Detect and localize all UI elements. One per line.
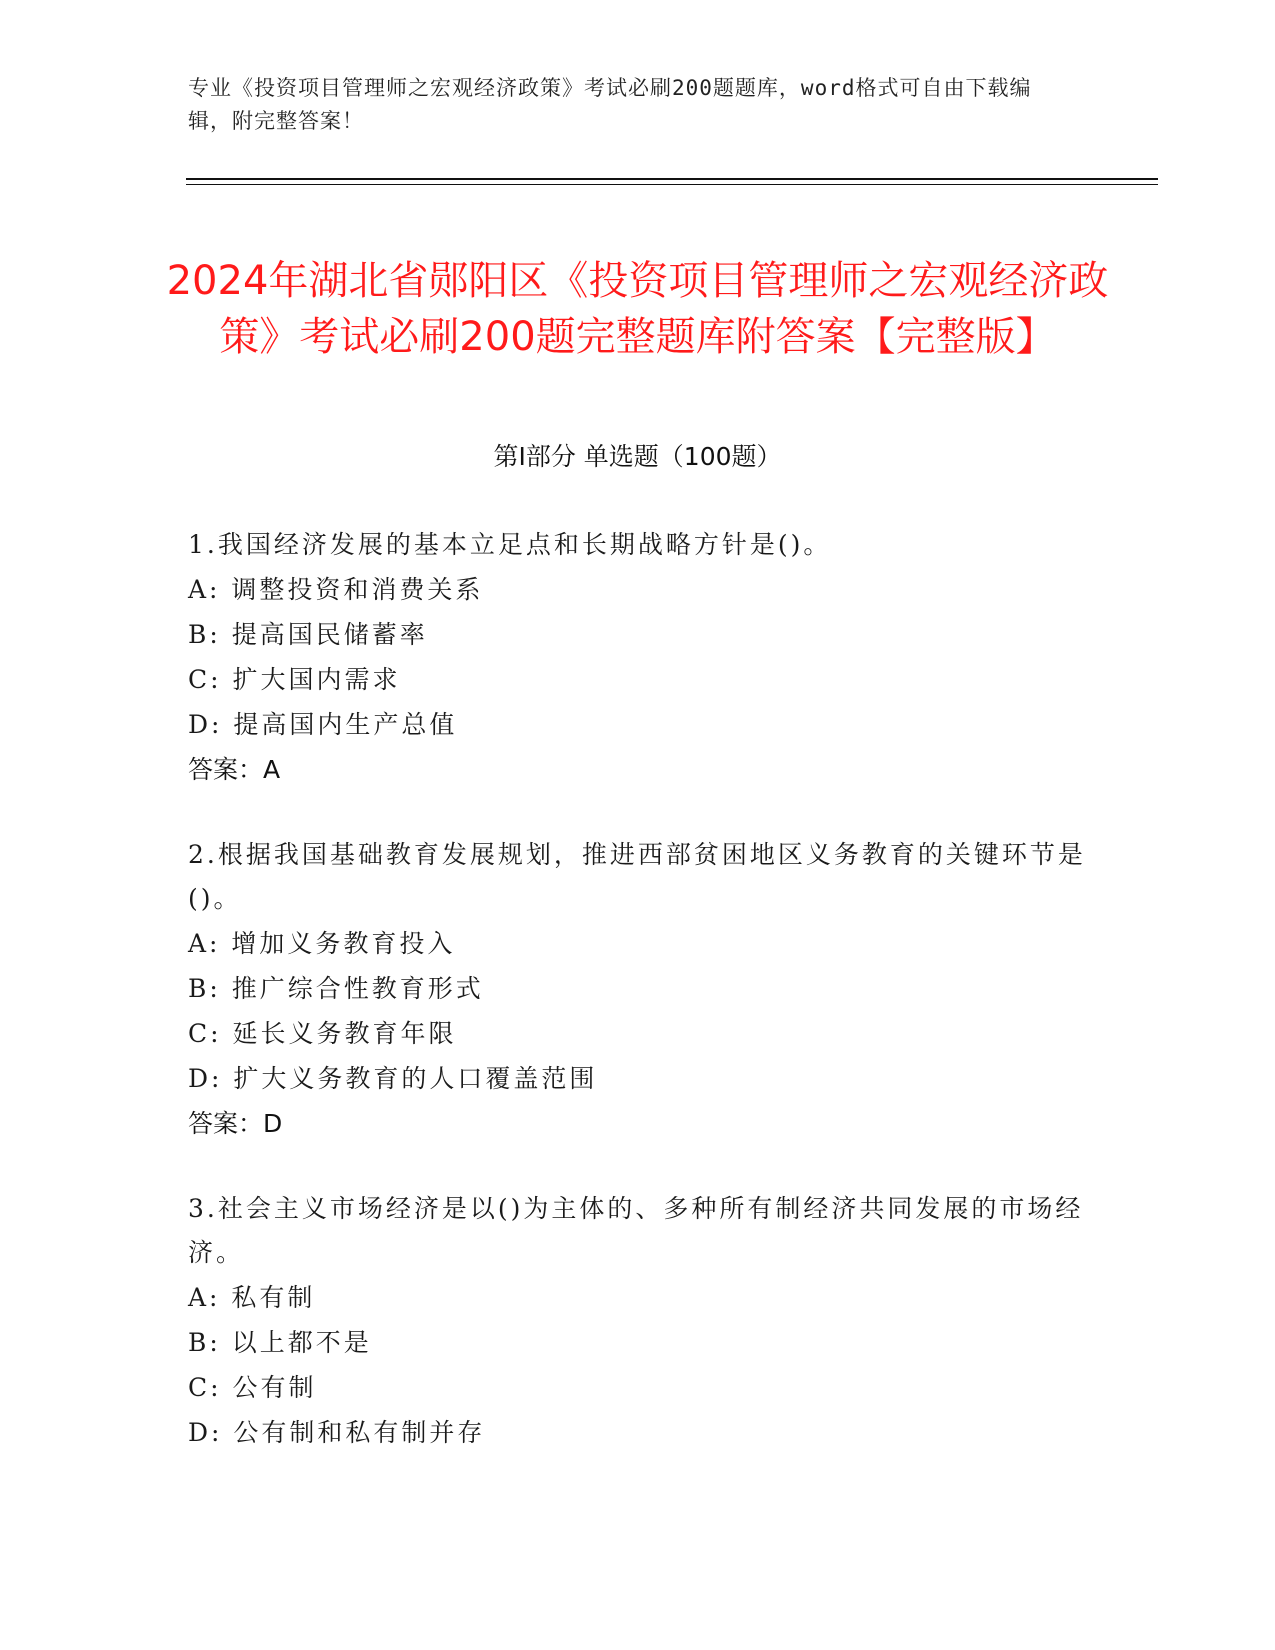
question-list [188, 523, 1088, 1496]
option-a: A: 调整投资和消费关系 [188, 575, 484, 604]
option-c: C: 公有制 [188, 1373, 317, 1402]
option-b: B: 提高国民储蓄率 [188, 620, 428, 649]
question-3 [188, 1187, 1088, 1455]
option-b: B: 以上都不是 [188, 1328, 372, 1357]
header-divider-thick [186, 178, 1158, 180]
option-d: D: 提高国内生产总值 [188, 710, 458, 739]
question-stem: 3.社会主义市场经济是以()为主体的、多种所有制经济共同发展的市场经济。 [188, 1194, 1084, 1267]
answer-text: 答案：A [188, 755, 281, 784]
document-title: 2024年湖北省郧阳区《投资项目管理师之宏观经济政策》考试必刷200题完整题库附答案【完整版】 [166, 257, 1109, 360]
option-c: C: 扩大国内需求 [188, 665, 401, 694]
answer-text: 答案：D [188, 1109, 283, 1138]
option-c: C: 延长义务教育年限 [188, 1019, 457, 1048]
question-stem: 1.我国经济发展的基本立足点和长期战略方针是()。 [188, 530, 832, 559]
option-d: D: 扩大义务教育的人口覆盖范围 [188, 1064, 598, 1093]
option-a: A: 增加义务教育投入 [188, 929, 456, 958]
question-1 [188, 523, 1088, 792]
option-a: A: 私有制 [188, 1283, 316, 1312]
option-b: B: 推广综合性教育形式 [188, 974, 484, 1003]
question-stem: 2.根据我国基础教育发展规划，推进西部贫困地区义务教育的关键环节是()。 [188, 840, 1086, 913]
header-divider-thin [186, 184, 1158, 185]
section-title: 第Ⅰ部分 单选题（100题） [493, 442, 782, 471]
question-2 [188, 833, 1088, 1146]
header-intro: 专业《投资项目管理师之宏观经济政策》考试必刷200题题库，word格式可自由下载编辑，附完整答案！ [188, 76, 1032, 133]
option-d: D: 公有制和私有制并存 [188, 1418, 486, 1447]
